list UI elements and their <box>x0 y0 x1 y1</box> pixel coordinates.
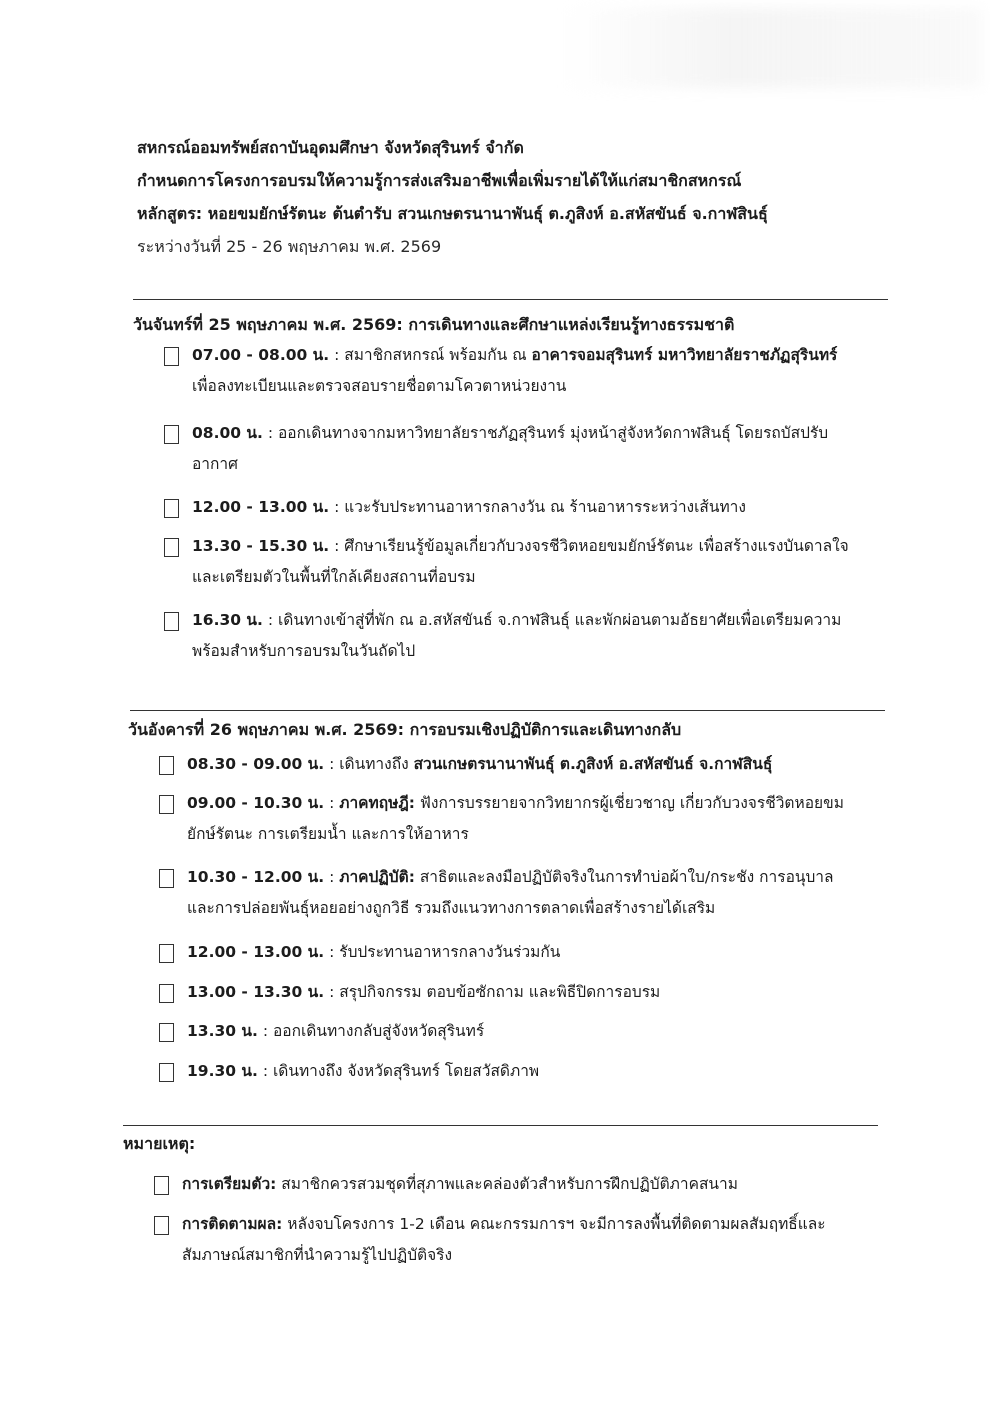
item-sep: : <box>262 424 278 442</box>
item-sep: : <box>324 943 340 961</box>
item-text <box>187 1016 877 1047</box>
item-sep: : <box>324 868 340 886</box>
divider-notes <box>123 1125 878 1126</box>
checkbox[interactable] <box>164 499 179 518</box>
item-time: 08.30 - 09.00 น. <box>187 755 325 773</box>
item-desc: เดินทางเข้าสู่ที่พัก ณ อ.สหัสขันธ์ จ.กาฬสินธุ์ และพักผ่อนตามอัธยาศัยเพื่อเตรียมความ <box>278 611 842 629</box>
item-desc: ออกเดินทางกลับสู่จังหวัดสุรินทร์ <box>273 1022 485 1040</box>
checkbox[interactable] <box>159 1023 174 1042</box>
item-desc-cont: และการปล่อยพันธุ์หอยอย่างถูกวิธี รวมถึงแนวทางการตลาดเพื่อสร้างรายได้เสริม <box>187 899 716 917</box>
item-time: 16.30 น. <box>192 611 263 629</box>
item-time: 07.00 - 08.00 น. <box>192 346 330 364</box>
scan-smudge <box>562 8 982 88</box>
checkbox[interactable] <box>164 347 179 366</box>
item-desc: สาธิตและลงมือปฏิบัติจริงในการทำบ่อผ้าใบ/กระชัง การอนุบาล <box>414 868 834 886</box>
item-sep: : <box>329 537 345 555</box>
checkbox[interactable] <box>159 795 174 814</box>
checkbox[interactable] <box>154 1216 169 1235</box>
item-text <box>192 492 882 523</box>
date-range: ระหว่างวันที่ 25 - 26 พฤษภาคม พ.ศ. 2569 <box>137 237 442 256</box>
checkbox[interactable] <box>159 984 174 1003</box>
item-text <box>187 749 877 780</box>
item-desc: แวะรับประทานอาหารกลางวัน ณ ร้านอาหารระหว่างเส้นทาง <box>344 498 746 516</box>
item-time: 12.00 - 13.00 น. <box>192 498 330 516</box>
item-sep: : <box>329 346 345 364</box>
item-desc-cont: เพื่อลงทะเบียนและตรวจสอบรายชื่อตามโควตาหน่วยงาน <box>192 377 567 395</box>
item-text <box>187 862 877 924</box>
note-desc-cont: สัมภาษณ์สมาชิกที่นำความรู้ไปปฏิบัติจริง <box>182 1246 453 1264</box>
item-text <box>187 977 877 1008</box>
item-sep: : <box>324 755 340 773</box>
item-time: 09.00 - 10.30 น. <box>187 794 325 812</box>
item-text <box>182 1209 872 1271</box>
note-lead: การเตรียมตัว: <box>182 1175 277 1193</box>
notes-label: หมายเหตุ: <box>123 1134 196 1153</box>
item-text <box>192 531 882 593</box>
item-desc: ฟังการบรรยายจากวิทยากรผู้เชี่ยวชาญ เกี่ยวกับวงจรชีวิตหอยขม <box>414 794 844 812</box>
note-desc: หลังจบโครงการ 1-2 เดือน คณะกรรมการฯ จะมีการลงพื้นที่ติดตามผลสัมฤทธิ์และ <box>282 1215 826 1233</box>
item-text <box>187 788 877 850</box>
item-emphasis: สวนเกษตรนานาพันธุ์ ต.ภูสิงห์ อ.สหัสขันธ์ จ.กาฬสินธุ์ <box>413 755 773 773</box>
item-text <box>192 340 882 402</box>
divider-day1 <box>133 299 888 300</box>
item-time: 13.30 - 15.30 น. <box>192 537 330 555</box>
item-time: 12.00 - 13.00 น. <box>187 943 325 961</box>
checkbox[interactable] <box>159 1063 174 1082</box>
day1-title: วันจันทร์ที่ 25 พฤษภาคม พ.ศ. 2569: การเดินทางและศึกษาแหล่งเรียนรู้ทางธรรมชาติ <box>133 315 735 334</box>
day2-title: วันอังคารที่ 26 พฤษภาคม พ.ศ. 2569: การอบรมเชิงปฏิบัติการและเดินทางกลับ <box>128 720 682 739</box>
item-desc: สมาชิกสหกรณ์ พร้อมกัน ณ <box>344 346 532 364</box>
item-desc-cont: พร้อมสำหรับการอบรมในวันถัดไป <box>192 642 416 660</box>
checkbox[interactable] <box>164 538 179 557</box>
item-time: 19.30 น. <box>187 1062 258 1080</box>
item-sep: : <box>324 794 340 812</box>
item-desc: เดินทางถึง <box>339 755 414 773</box>
item-emphasis: ภาคทฤษฎี: <box>339 794 415 812</box>
note-desc: สมาชิกควรสวมชุดที่สุภาพและคล่องตัวสำหรับการฝึกปฏิบัติภาคสนาม <box>276 1175 738 1193</box>
item-time: 13.30 น. <box>187 1022 258 1040</box>
item-sep: : <box>262 611 278 629</box>
course-title: หลักสูตร: หอยขมยักษ์รัตนะ ต้นตำรับ สวนเกษตรนานาพันธุ์ ต.ภูสิงห์ อ.สหัสขันธ์ จ.กาฬสินธุ์ <box>137 204 768 223</box>
item-desc-cont: ยักษ์รัตนะ การเตรียมน้ำ และการให้อาหาร <box>187 825 469 843</box>
checkbox[interactable] <box>159 869 174 888</box>
item-text <box>192 605 882 667</box>
checkbox[interactable] <box>159 756 174 775</box>
item-text <box>182 1169 872 1200</box>
divider-day2 <box>130 710 885 711</box>
item-desc: ออกเดินทางจากมหาวิทยาลัยราชภัฏสุรินทร์ มุ่งหน้าสู่จังหวัดกาฬสินธุ์ โดยรถบัสปรับ <box>278 424 829 442</box>
item-desc-cont: อากาศ <box>192 455 238 473</box>
item-desc: ศึกษาเรียนรู้ข้อมูลเกี่ยวกับวงจรชีวิตหอยขมยักษ์รัตนะ เพื่อสร้างแรงบันดาลใจ <box>344 537 849 555</box>
item-emphasis: อาคารจอมสุรินทร์ มหาวิทยาลัยราชภัฏสุรินทร์ <box>531 346 838 364</box>
item-desc: สรุปกิจกรรม ตอบข้อซักถาม และพิธีปิดการอบรม <box>339 983 661 1001</box>
schedule-title: กำหนดการโครงการอบรมให้ความรู้การส่งเสริมอาชีพเพื่อเพิ่มรายได้ให้แก่สมาชิกสหกรณ์ <box>137 171 742 190</box>
item-desc: รับประทานอาหารกลางวันร่วมกัน <box>339 943 561 961</box>
item-sep: : <box>329 498 345 516</box>
item-time: 13.00 - 13.30 น. <box>187 983 325 1001</box>
item-time: 08.00 น. <box>192 424 263 442</box>
organization-name: สหกรณ์ออมทรัพย์สถาบันอุดมศึกษา จังหวัดสุรินทร์ จำกัด <box>137 138 524 157</box>
item-emphasis: ภาคปฏิบัติ: <box>339 868 415 886</box>
checkbox[interactable] <box>159 944 174 963</box>
item-text <box>187 1056 877 1087</box>
checkbox[interactable] <box>154 1176 169 1195</box>
checkbox[interactable] <box>164 425 179 444</box>
item-sep: : <box>257 1022 273 1040</box>
item-desc: เดินทางถึง จังหวัดสุรินทร์ โดยสวัสดิภาพ <box>273 1062 540 1080</box>
note-lead: การติดตามผล: <box>182 1215 283 1233</box>
item-text <box>187 937 877 968</box>
item-sep: : <box>324 983 340 1001</box>
checkbox[interactable] <box>164 612 179 631</box>
item-time: 10.30 - 12.00 น. <box>187 868 325 886</box>
item-desc-cont: และเตรียมตัวในพื้นที่ใกล้เคียงสถานที่อบรม <box>192 568 476 586</box>
item-text <box>192 418 882 480</box>
item-sep: : <box>257 1062 273 1080</box>
document-header <box>137 131 897 263</box>
